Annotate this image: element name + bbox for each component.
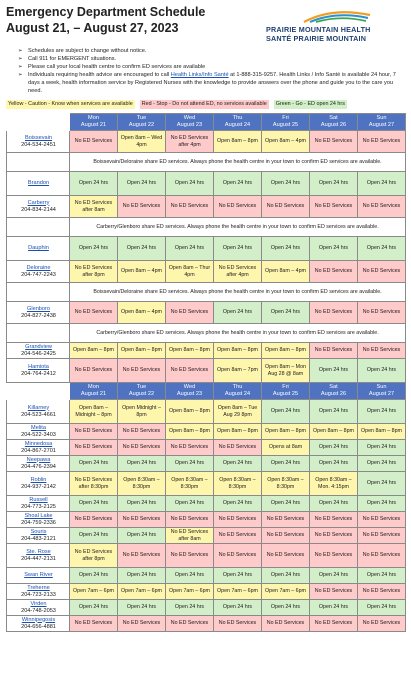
schedule-cell: No ED Services (118, 359, 166, 383)
note-text: at 1-888-315-9257. Health Links / Info Santé is available 24 hour, 7 days a week, health information service by Registered Nurses with the knowledge to provide answers over the phone and guide you to the care you need. (28, 72, 396, 94)
site-cell (7, 584, 70, 600)
page-header (6, 5, 405, 45)
schedule-cell: No ED Services after 8am (166, 528, 214, 544)
schedule-cell: No ED Services (214, 544, 262, 568)
schedule-cell: No ED Services (358, 261, 406, 283)
legend-red: Red - Stop - Do not attend ED, no services available (141, 101, 267, 107)
site-link[interactable]: Melita (31, 424, 46, 431)
site-cell-empty (7, 218, 70, 237)
schedule-cell: Open 24 hrs (70, 568, 118, 584)
schedule-cell: No ED Services (310, 131, 358, 153)
schedule-cell: No ED Services (70, 424, 118, 440)
schedule-cell: Open 24 hrs (262, 496, 310, 512)
schedule-cell: No ED Services (118, 440, 166, 456)
schedule-cell: Open 24 hrs (262, 600, 310, 616)
table-row (7, 512, 406, 528)
schedule-cell: Open 24 hrs (358, 568, 406, 584)
schedule-cell: Open 24 hrs (310, 400, 358, 424)
schedule-cell: No ED Services (262, 616, 310, 632)
share-note: Carberry/Glenboro share ED services. Always phone the health centre in your town to confirm ED services are available. (70, 218, 406, 237)
table-row (7, 472, 406, 496)
day-header: Fri August 25 (262, 383, 310, 400)
schedule-cell: Open 24 hrs (262, 302, 310, 324)
site-phone: 204-546-2425 (21, 350, 56, 357)
site-link[interactable]: Swan River (24, 572, 53, 578)
site-phone: 204-773-2125 (21, 503, 56, 510)
site-cell (7, 616, 70, 632)
schedule-cell: No ED Services (214, 528, 262, 544)
schedule-cell: No ED Services (166, 302, 214, 324)
schedule-table (6, 113, 406, 632)
schedule-cell: Open 24 hrs (214, 302, 262, 324)
schedule-cell: Open 7am – 6pm (214, 584, 262, 600)
site-cell (7, 196, 70, 218)
schedule-cell: Open 24 hrs (166, 600, 214, 616)
schedule-cell: Open 8am – 8pm (214, 343, 262, 359)
schedule-cell: Open 8am – 4pm (262, 131, 310, 153)
schedule-cell: Open 24 hrs (166, 496, 214, 512)
site-phone: 204-656-4881 (21, 623, 56, 630)
site-cell (7, 512, 70, 528)
schedule-cell: Open 8am – 8pm (262, 343, 310, 359)
site-cell-empty (7, 283, 70, 302)
day-header: Thu August 24 (214, 383, 262, 400)
site-phone: 204-748-2053 (21, 607, 56, 614)
schedule-cell: No ED Services (310, 528, 358, 544)
color-legend (6, 100, 405, 109)
schedule-cell: No ED Services after 8pm (70, 544, 118, 568)
schedule-cell: Open 24 hrs (166, 456, 214, 472)
note-item: ➢ Schedules are subject to change without notice. (28, 47, 405, 55)
schedule-cell: No ED Services (262, 528, 310, 544)
schedule-cell: No ED Services (358, 544, 406, 568)
schedule-cell: No ED Services after 8am (70, 196, 118, 218)
site-cell (7, 472, 70, 496)
health-links-link[interactable]: Health Links/Info Santé (170, 72, 229, 78)
schedule-cell: Open 24 hrs (70, 456, 118, 472)
schedule-cell: Open 8:30am – 8:30pm (262, 472, 310, 496)
site-link[interactable]: Dauphin (28, 245, 49, 251)
schedule-cell: Open 8:30am – 8:30pm (118, 472, 166, 496)
logo-text-french: SANTÉ PRAIRIE MOUNTAIN (266, 34, 367, 43)
date-range: August 21, – August 27, 2023 (6, 21, 179, 35)
schedule-cell: Open 24 hrs (310, 359, 358, 383)
site-link[interactable]: Winnipegosis (21, 616, 56, 623)
schedule-cell: Open 24 hrs (166, 237, 214, 261)
schedule-cell: No ED Services (310, 616, 358, 632)
schedule-cell: Open 8am – 8pm (310, 424, 358, 440)
site-cell (7, 302, 70, 324)
schedule-cell: Open 8am – Wed 4pm (118, 131, 166, 153)
logo-text-english: PRAIRIE MOUNTAIN HEALTH (266, 25, 371, 34)
schedule-cell: Open 24 hrs (358, 172, 406, 196)
schedule-cell: No ED Services (310, 343, 358, 359)
site-link[interactable]: Brandon (27, 180, 50, 186)
schedule-cell: Open 8am – Midnight – 8pm (70, 400, 118, 424)
share-note-row (7, 218, 406, 237)
schedule-cell: Open 24 hrs (166, 172, 214, 196)
schedule-cell: Open 7am – 6pm (118, 584, 166, 600)
table-row (7, 584, 406, 600)
table-row (7, 616, 406, 632)
table-row (7, 496, 406, 512)
header-blank (7, 383, 70, 400)
schedule-cell: Open 8am – 8pm (166, 424, 214, 440)
schedule-cell: Open 8am – 8pm (214, 424, 262, 440)
legend-yellow: Yellow - Caution - Know when services are available (8, 101, 133, 107)
schedule-cell: Open 24 hrs (118, 237, 166, 261)
site-link[interactable]: Deloraine (26, 264, 51, 271)
site-link[interactable]: Neepawa (26, 456, 51, 463)
site-cell (7, 600, 70, 616)
schedule-cell: Open 8am – 8pm (118, 343, 166, 359)
share-note-row (7, 153, 406, 172)
schedule-cell: Open 24 hrs (118, 496, 166, 512)
day-header: Wed August 23 (166, 114, 214, 131)
site-phone: 204-447-2131 (21, 555, 56, 562)
schedule-cell: No ED Services (118, 544, 166, 568)
site-cell (7, 400, 70, 424)
schedule-cell: Open 8:30am – Mon. 4:15pm (310, 472, 358, 496)
schedule-cell: Open 24 hrs (214, 600, 262, 616)
schedule-cell: Open 24 hrs (310, 172, 358, 196)
site-phone: 204-937-2142 (21, 483, 56, 490)
schedule-cell: No ED Services (310, 261, 358, 283)
site-phone: 204-534-2451 (21, 141, 56, 148)
table-row (7, 131, 406, 153)
site-cell (7, 544, 70, 568)
site-cell-empty (7, 153, 70, 172)
schedule-cell: Open Midnight – 8pm (118, 400, 166, 424)
schedule-cell: No ED Services (262, 544, 310, 568)
schedule-cell: No ED Services (358, 528, 406, 544)
schedule-cell: Open 24 hrs (358, 400, 406, 424)
schedule-cell: No ED Services (310, 302, 358, 324)
site-phone: 204-747-2243 (21, 271, 56, 278)
schedule-cell: No ED Services (310, 544, 358, 568)
schedule-cell: Open 24 hrs (214, 568, 262, 584)
schedule-cell: No ED Services (166, 359, 214, 383)
table-row (7, 440, 406, 456)
schedule-cell: Open 24 hrs (358, 237, 406, 261)
site-link[interactable]: Minnedosa (24, 440, 53, 447)
legend-green: Green - Go - ED open 24 hrs (275, 101, 345, 107)
schedule-cell: No ED Services (166, 196, 214, 218)
site-phone: 204-522-3403 (21, 431, 56, 438)
site-cell (7, 456, 70, 472)
schedule-cell: No ED Services (118, 196, 166, 218)
table-row (7, 261, 406, 283)
site-cell (7, 131, 70, 153)
table-row (7, 172, 406, 196)
schedule-cell: No ED Services (262, 196, 310, 218)
site-link[interactable]: Glenboro (26, 305, 50, 312)
note-text: Individuals requiring health advice are encouraged to call (28, 72, 171, 78)
site-link[interactable]: Souris (30, 528, 47, 535)
schedule-cell: No ED Services (70, 512, 118, 528)
schedule-cell: Open 8am – Tue Aug 29 8pm (214, 400, 262, 424)
schedule-cell: No ED Services (118, 616, 166, 632)
schedule-cell: No ED Services (358, 302, 406, 324)
schedule-cell: Opens at 8am (262, 440, 310, 456)
schedule-cell: No ED Services (214, 440, 262, 456)
table-row (7, 528, 406, 544)
schedule-cell: No ED Services (70, 302, 118, 324)
note-item: ➢ Please call your local health centre to confirm ED services are available (28, 63, 405, 71)
schedule-cell: No ED Services after 4pm (166, 131, 214, 153)
day-header: Tue August 22 (118, 383, 166, 400)
schedule-cell: Open 24 hrs (310, 600, 358, 616)
schedule-cell: Open 24 hrs (310, 440, 358, 456)
schedule-cell: Open 8am – 4pm (118, 302, 166, 324)
site-phone: 204-476-2394 (21, 463, 56, 470)
schedule-cell: No ED Services after 4pm (214, 261, 262, 283)
schedule-cell: No ED Services (310, 196, 358, 218)
table-row (7, 343, 406, 359)
note-item: ➢ Call 911 for EMERGENT situations. (28, 55, 405, 63)
site-phone: 204-483-2121 (21, 535, 56, 542)
share-note: Carberry/Glenboro share ED services. Always phone the health centre in your town to confirm ED services are available. (70, 324, 406, 343)
table-row (7, 196, 406, 218)
schedule-cell: No ED Services (310, 584, 358, 600)
table-row (7, 456, 406, 472)
schedule-cell: Open 8am – Mon Aug 28 @ 8am (262, 359, 310, 383)
schedule-cell: Open 24 hrs (262, 237, 310, 261)
table-row (7, 544, 406, 568)
day-header: Thu August 24 (214, 114, 262, 131)
schedule-cell: No ED Services (166, 616, 214, 632)
day-header: Sat August 26 (310, 114, 358, 131)
schedule-cell: Open 24 hrs (214, 172, 262, 196)
schedule-cell: Open 24 hrs (358, 600, 406, 616)
site-link[interactable]: Shoal Lake (24, 512, 53, 519)
schedule-cell: Open 24 hrs (262, 568, 310, 584)
schedule-cell: Open 24 hrs (358, 472, 406, 496)
schedule-cell: No ED Services (118, 424, 166, 440)
header-blank (7, 114, 70, 131)
schedule-cell: No ED Services (166, 512, 214, 528)
site-link[interactable]: Roblin (30, 476, 47, 483)
site-link[interactable]: Treherne (27, 584, 50, 591)
schedule-cell: Open 24 hrs (118, 600, 166, 616)
schedule-cell: Open 24 hrs (70, 600, 118, 616)
day-header-row (7, 383, 406, 400)
schedule-cell: Open 8:30am – 8:30pm (166, 472, 214, 496)
schedule-cell: Open 24 hrs (262, 400, 310, 424)
site-cell (7, 496, 70, 512)
schedule-cell: Open 24 hrs (310, 237, 358, 261)
table-row (7, 302, 406, 324)
day-header: Fri August 25 (262, 114, 310, 131)
day-header-row (7, 114, 406, 131)
logo-swoosh-icon (302, 9, 372, 23)
schedule-cell: Open 8am – 8pm (70, 343, 118, 359)
schedule-cell: Open 24 hrs (214, 456, 262, 472)
table-row (7, 424, 406, 440)
site-phone: 204-523-4661 (21, 411, 56, 418)
share-note-row (7, 324, 406, 343)
schedule-cell: Open 24 hrs (262, 456, 310, 472)
site-phone: 204-723-2133 (21, 591, 56, 598)
schedule-cell: No ED Services (358, 584, 406, 600)
schedule-cell: Open 24 hrs (118, 568, 166, 584)
site-link[interactable]: Ste. Rose (26, 548, 51, 555)
notes-list (28, 47, 405, 95)
schedule-cell: Open 24 hrs (358, 440, 406, 456)
day-header: Sun August 27 (358, 383, 406, 400)
day-header: Tue August 22 (118, 114, 166, 131)
day-header: Mon August 21 (70, 383, 118, 400)
site-cell (7, 261, 70, 283)
prairie-mountain-health-logo (266, 9, 401, 45)
schedule-cell: Open 8am – 8pm (214, 131, 262, 153)
schedule-cell: No ED Services (358, 343, 406, 359)
site-link[interactable]: Russell (29, 496, 48, 503)
schedule-cell: Open 7am – 6pm (166, 584, 214, 600)
schedule-cell: Open 24 hrs (310, 456, 358, 472)
schedule-cell: Open 24 hrs (214, 237, 262, 261)
day-header: Sun August 27 (358, 114, 406, 131)
site-phone: 204-827-2438 (21, 312, 56, 319)
site-cell (7, 359, 70, 383)
schedule-cell: Open 24 hrs (166, 568, 214, 584)
schedule-cell: No ED Services (70, 359, 118, 383)
site-phone: 204-764-2412 (21, 370, 56, 377)
site-cell (7, 568, 70, 584)
schedule-cell: Open 24 hrs (262, 172, 310, 196)
day-header: Sat August 26 (310, 383, 358, 400)
schedule-cell: No ED Services (70, 131, 118, 153)
table-row (7, 237, 406, 261)
share-note-row (7, 283, 406, 302)
schedule-cell: No ED Services (358, 512, 406, 528)
day-header: Mon August 21 (70, 114, 118, 131)
site-cell (7, 172, 70, 196)
site-link[interactable]: Virden (30, 600, 47, 607)
schedule-cell: Open 24 hrs (310, 568, 358, 584)
schedule-cell: No ED Services (358, 616, 406, 632)
schedule-cell: Open 8am – 7pm (214, 359, 262, 383)
table-row (7, 359, 406, 383)
site-phone: 204-867-2701 (21, 447, 56, 454)
schedule-cell: Open 24 hrs (70, 496, 118, 512)
schedule-cell: No ED Services after 8pm (70, 261, 118, 283)
site-link[interactable]: Killarney (27, 404, 50, 411)
schedule-cell: Open 24 hrs (358, 496, 406, 512)
schedule-cell: No ED Services (310, 512, 358, 528)
site-cell (7, 528, 70, 544)
schedule-cell: No ED Services after 8:30pm (70, 472, 118, 496)
site-cell (7, 343, 70, 359)
schedule-cell: Open 8am – 8pm (358, 424, 406, 440)
site-link[interactable]: Hamiota (28, 363, 49, 370)
schedule-cell: No ED Services (166, 440, 214, 456)
site-link[interactable]: Boissevain (24, 134, 53, 141)
schedule-cell: Open 8am – 4pm (262, 261, 310, 283)
schedule-cell: Open 7am – 6pm (262, 584, 310, 600)
site-cell (7, 237, 70, 261)
schedule-cell: Open 24 hrs (70, 237, 118, 261)
site-link[interactable]: Grandview (25, 343, 52, 350)
schedule-cell: Open 8am – 8pm (262, 424, 310, 440)
schedule-cell: Open 8:30am – 8:30pm (214, 472, 262, 496)
schedule-cell: No ED Services (358, 131, 406, 153)
schedule-cell: No ED Services (70, 440, 118, 456)
site-cell-empty (7, 324, 70, 343)
page-title: Emergency Department Schedule (6, 5, 206, 19)
schedule-cell: Open 8am – 4pm (118, 261, 166, 283)
schedule-cell: Open 24 hrs (214, 496, 262, 512)
schedule-cell: Open 7am – 6pm (70, 584, 118, 600)
schedule-cell: Open 24 hrs (118, 456, 166, 472)
schedule-cell: Open 24 hrs (118, 172, 166, 196)
schedule-cell: No ED Services (214, 196, 262, 218)
site-phone: 204-759-2336 (21, 519, 56, 526)
day-header: Wed August 23 (166, 383, 214, 400)
share-note: Boissevain/Deloraine share ED services. Always phone the health centre in your town to confirm ED services are available. (70, 153, 406, 172)
schedule-cell: Open 8am – Thur 4pm (166, 261, 214, 283)
schedule-cell: Open 24 hrs (70, 528, 118, 544)
site-phone: 204-834-2144 (21, 206, 56, 213)
schedule-cell: Open 8am – 8pm (166, 343, 214, 359)
site-cell (7, 424, 70, 440)
schedule-cell: No ED Services (262, 512, 310, 528)
site-link[interactable]: Carberry (27, 199, 50, 206)
table-row (7, 568, 406, 584)
site-cell (7, 440, 70, 456)
schedule-cell: Open 24 hrs (358, 359, 406, 383)
table-row (7, 400, 406, 424)
schedule-cell: No ED Services (70, 616, 118, 632)
schedule-cell: Open 24 hrs (118, 528, 166, 544)
schedule-cell: No ED Services (358, 196, 406, 218)
note-item (28, 71, 405, 95)
schedule-cell: Open 8am – 8pm (166, 400, 214, 424)
schedule-cell: No ED Services (166, 544, 214, 568)
schedule-cell: Open 24 hrs (358, 456, 406, 472)
schedule-cell: No ED Services (214, 616, 262, 632)
share-note: Boissevain/Deloraine share ED services. Always phone the health centre in your town to confirm ED services are available. (70, 283, 406, 302)
table-row (7, 600, 406, 616)
schedule-cell: Open 24 hrs (70, 172, 118, 196)
schedule-cell: Open 24 hrs (310, 496, 358, 512)
schedule-cell: No ED Services (214, 512, 262, 528)
schedule-cell: No ED Services (118, 512, 166, 528)
